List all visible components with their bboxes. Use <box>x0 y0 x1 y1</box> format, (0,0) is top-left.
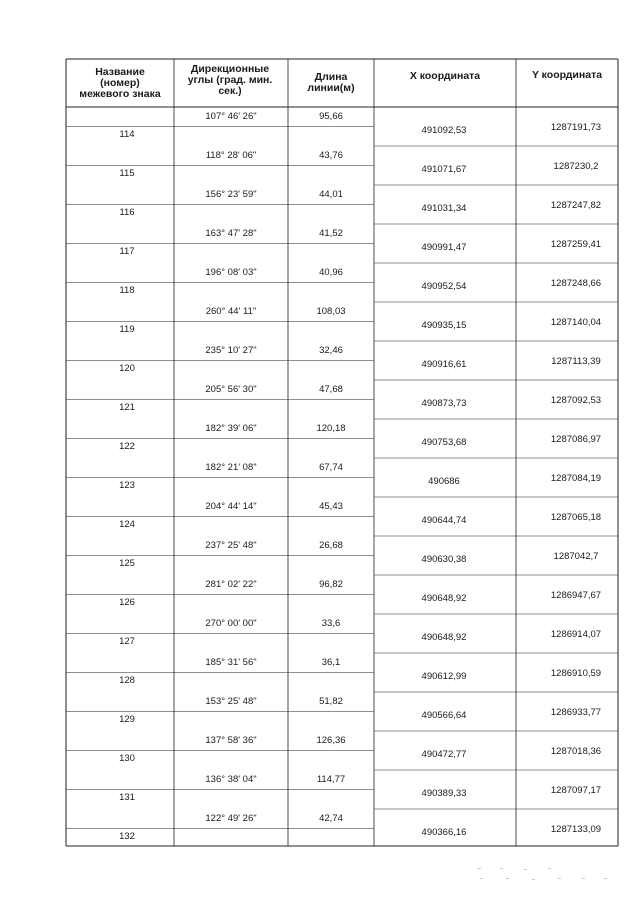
cell-y: 1287086,97 <box>550 434 602 445</box>
cell-angle: 122° 49' 26" <box>205 812 257 824</box>
header-angle: Дирекционные углы (град. мин. сек.) <box>187 63 273 97</box>
cell-angle: 204° 44' 14" <box>205 500 257 512</box>
cell-number: 119 <box>119 324 135 335</box>
cell-y: 1287247,82 <box>550 200 602 211</box>
cell-y: 1287097,17 <box>550 785 602 796</box>
cell-y: 1287092,53 <box>550 395 602 406</box>
cell-y: 1287259,41 <box>550 239 602 250</box>
cell-x: 490389,33 <box>421 788 467 799</box>
cell-x: 490366,16 <box>421 827 467 838</box>
cell-x: 490566,64 <box>421 710 467 721</box>
cell-length: 96,82 <box>319 578 343 590</box>
cell-number: 122 <box>119 441 135 452</box>
cell-x: 490612,99 <box>421 671 467 682</box>
cell-length: 36,1 <box>321 656 341 668</box>
cell-angle: 182° 21' 08" <box>205 461 257 473</box>
cell-x: 490644,74 <box>421 515 467 526</box>
cell-angle: 281° 02' 22" <box>205 578 257 590</box>
cell-y: 1287191,73 <box>550 122 602 133</box>
cell-angle: 137° 58' 36" <box>205 734 257 746</box>
cell-length: 41,52 <box>319 227 343 239</box>
cell-number: 118 <box>119 285 135 296</box>
cell-x: 490753,68 <box>421 437 467 448</box>
cell-length: 26,68 <box>319 539 343 551</box>
cell-angle: 196° 08' 03" <box>205 266 257 278</box>
cell-number: 132 <box>119 831 135 842</box>
cell-angle: 107° 46' 26" <box>205 110 257 122</box>
cell-number: 131 <box>119 792 135 803</box>
cell-angle: 182° 39' 06" <box>205 422 257 434</box>
cell-y: 1287230,2 <box>553 161 599 172</box>
cell-y: 1286914,07 <box>550 629 602 640</box>
cell-x: 491092,53 <box>421 125 467 136</box>
cell-number: 115 <box>119 168 135 179</box>
cell-x: 490648,92 <box>421 632 467 643</box>
cell-angle: 156° 23' 59" <box>205 188 257 200</box>
cell-length: 44,01 <box>319 188 343 200</box>
cell-number: 130 <box>119 753 135 764</box>
cell-y: 1286947,67 <box>550 590 602 601</box>
header-x: X координата <box>409 70 481 82</box>
cell-x: 491071,67 <box>421 164 467 175</box>
cell-length: 67,74 <box>319 461 343 473</box>
cell-y: 1287018,36 <box>550 746 602 757</box>
cell-number: 127 <box>119 636 135 647</box>
header-length: Длина линии(м) <box>307 71 355 94</box>
cell-length: 40,96 <box>319 266 343 278</box>
cell-angle: 205° 56' 30" <box>205 383 257 395</box>
cell-number: 124 <box>119 519 135 530</box>
cell-angle: 118° 28' 06" <box>205 149 257 161</box>
scan-noise <box>470 866 620 886</box>
cell-y: 1287248,66 <box>550 278 602 289</box>
cell-y: 1287133,09 <box>550 824 602 835</box>
header-y: Y координата <box>531 69 603 81</box>
cell-x: 490648,92 <box>421 593 467 604</box>
cell-length: 43,76 <box>319 149 343 161</box>
cell-x: 490935,15 <box>421 320 467 331</box>
header-number: Название (номер) межевого знака <box>79 66 161 100</box>
cell-angle: 136° 38' 04" <box>205 773 257 785</box>
cell-y: 1286933,77 <box>550 707 602 718</box>
cell-y: 1287065,18 <box>550 512 602 523</box>
cell-x: 490991,47 <box>421 242 467 253</box>
cell-length: 42,74 <box>319 812 343 824</box>
cell-length: 108,03 <box>316 305 346 317</box>
cell-length: 126,36 <box>316 734 346 746</box>
cell-number: 116 <box>119 207 135 218</box>
cell-y: 1287042,7 <box>553 551 599 562</box>
cell-number: 125 <box>119 558 135 569</box>
cell-number: 123 <box>119 480 135 491</box>
cell-length: 120,18 <box>316 422 346 434</box>
cell-x: 490952,54 <box>421 281 467 292</box>
cell-number: 126 <box>119 597 135 608</box>
cell-x: 490916,61 <box>421 359 467 370</box>
cell-number: 114 <box>119 129 135 140</box>
cell-x: 490630,38 <box>421 554 467 565</box>
cell-number: 128 <box>119 675 135 686</box>
cell-length: 51,82 <box>319 695 343 707</box>
cell-x: 490686 <box>428 476 460 487</box>
cell-x: 490873,73 <box>421 398 467 409</box>
cell-length: 47,68 <box>319 383 343 395</box>
cell-y: 1287140,04 <box>550 317 602 328</box>
cell-angle: 153° 25' 48" <box>205 695 257 707</box>
cell-length: 114,77 <box>316 773 346 785</box>
cell-number: 117 <box>119 246 135 257</box>
cell-angle: 235° 10' 27" <box>205 344 257 356</box>
cell-y: 1287084,19 <box>550 473 602 484</box>
cell-number: 120 <box>119 363 135 374</box>
cell-number: 129 <box>119 714 135 725</box>
cell-angle: 163° 47' 28" <box>205 227 257 239</box>
cell-angle: 270° 00' 00" <box>205 617 257 629</box>
cell-length: 32,46 <box>319 344 343 356</box>
cell-x: 491031,34 <box>421 203 467 214</box>
cell-x: 490472,77 <box>421 749 467 760</box>
cell-number: 121 <box>119 402 135 413</box>
cell-angle: 260° 44' 11" <box>205 305 257 317</box>
cell-y: 1287113,39 <box>551 356 601 367</box>
cell-angle: 237° 25' 48" <box>205 539 257 551</box>
cell-y: 1286910,59 <box>550 668 602 679</box>
cell-length: 95,66 <box>319 110 343 122</box>
cell-length: 33,6 <box>321 617 341 629</box>
cell-angle: 185° 31' 56" <box>205 656 257 668</box>
cell-length: 45,43 <box>319 500 343 512</box>
